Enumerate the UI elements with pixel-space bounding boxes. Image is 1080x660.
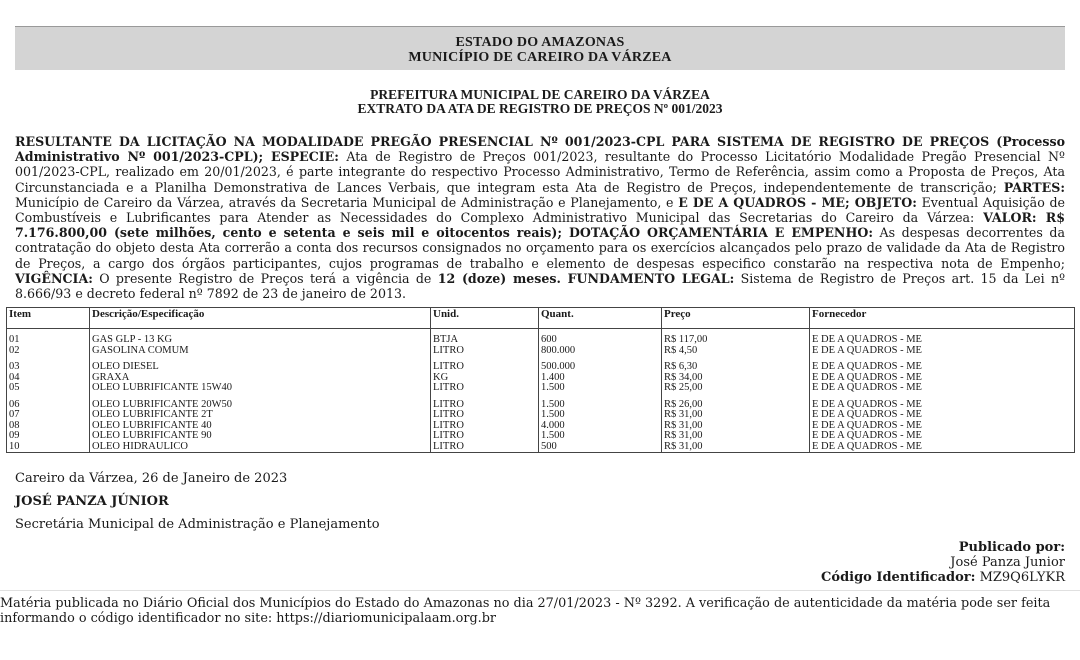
col-header-description: Descrição/Especificação: [90, 308, 431, 329]
footer-divider: [0, 590, 1080, 591]
cell-description: ÓLEO LUBRIFICANTE 15W40: [90, 383, 431, 394]
cell-supplier: E DE A QUADROS - ME: [810, 383, 1075, 394]
municipality-name: MUNICÍPIO DE CAREIRO DA VÁRZEA: [408, 50, 672, 65]
cell-description: ÓLEO LUBRIFICANTE 40: [90, 421, 431, 432]
cell-description: GRAXA: [90, 373, 431, 384]
document-title: [15, 88, 1065, 116]
publisher-name: José Panza Junior: [950, 555, 1065, 570]
cell-price: R$ 31,00: [662, 431, 810, 442]
cell-price: R$ 26,00: [662, 400, 810, 411]
prefecture-name: PREFEITURA MUNICIPAL DE CAREIRO DA VÁRZEA: [370, 87, 710, 102]
cell-supplier: E DE A QUADROS - ME: [810, 442, 1075, 453]
body-label-fundamento: 12 (doze) meses. FUNDAMENTO LEGAL:: [437, 270, 735, 286]
cell-quantity: 600: [539, 335, 662, 346]
cell-unit: LITRO: [431, 421, 539, 432]
body-text-vigencia: O presente Registro de Preços terá a vigência de: [92, 270, 438, 286]
cell-price: R$ 31,00: [662, 442, 810, 453]
cell-item: 10: [7, 442, 90, 453]
extract-body: [15, 134, 1065, 301]
place-date: Careiro da Várzea, 26 de Janeiro de 2023: [15, 471, 288, 486]
cell-quantity: 1.500: [539, 400, 662, 411]
cell-description: ÓLEO LUBRIFICANTE 2T: [90, 410, 431, 421]
cell-description: GASOLINA COMUM: [90, 346, 431, 357]
cell-item: 05: [7, 383, 90, 394]
cell-description: ÓLEO LUBRIFICANTE 20W50: [90, 400, 431, 411]
cell-unit: LITRO: [431, 431, 539, 442]
cell-quantity: 1.500: [539, 383, 662, 394]
cell-supplier: E DE A QUADROS - ME: [810, 410, 1075, 421]
body-text-dotacao: As despesas decorrentes da contratação do objeto desta Ata correrão a conta dos recursos consignados no orçamento para os exercícios alcançados pelo prazo de validade da Ata de Registro de Preços, a cargo dos órgãos participantes, cujos programas de trabalho e elemento de despesas especifico constarão na respectiva nota de Empenho;: [15, 225, 1065, 271]
table-row: [7, 400, 1075, 411]
cell-unit: KG: [431, 373, 539, 384]
cell-item: 01: [7, 335, 90, 346]
col-header-supplier: Fornecedor: [810, 308, 1075, 329]
cell-item: 03: [7, 362, 90, 373]
cell-item: 09: [7, 431, 90, 442]
identifier-line: [821, 570, 1065, 585]
body-heading: RESULTANTE DA LICITAÇÃO NA MODALIDADE PREGÃO PRESENCIAL Nº 001/2023-CPL PARA SISTEMA DE REGISTRO DE PREÇOS (Processo Administrativo Nº 001/2023-CPL); ESPECIE:: [15, 134, 1065, 165]
cell-price: R$ 31,00: [662, 421, 810, 432]
body-text-objeto: Eventual Aquisição de Combustíveis e Lubrificantes para Atender as Necessidades do Complexo Administrativo Municipal das Secretarias do Careiro da Várzea:: [15, 194, 1065, 226]
cell-description: ÓLEO HIDRÁULICO: [90, 442, 431, 453]
cell-quantity: 800.000: [539, 346, 662, 357]
cell-quantity: 1.500: [539, 431, 662, 442]
cell-supplier: E DE A QUADROS - ME: [810, 373, 1075, 384]
items-table: [6, 307, 1075, 453]
table-row: [7, 431, 1075, 442]
body-text-fundamento: Sistema de Registro de Preços art. 15 da Lei nº 8.666/93 e decreto federal nº 7892 de 23 de janeiro de 2013.: [15, 270, 1065, 302]
body-text-partes: Município de Careiro da Várzea, através da Secretaria Municipal de Administração e Planejamento, e: [15, 194, 679, 210]
body-text-especie: Ata de Registro de Preços 001/2023, resultante do Processo Licitatório Modalidade Pregão Presencial Nº 001/2023-CPL, realizado em 20/01/2023, é parte integrante do respectivo Processo Administrativo, Termo de Referência, assim como a Proposta de Preços, Ata Circunstanciada e a Planilha Demonstrativa de Lances Verbais, que integram esta Ata de Registro de Preços, independentemente de transcrição;: [15, 149, 1065, 195]
table-row: [7, 421, 1075, 432]
publication-info: [821, 540, 1065, 585]
cell-price: R$ 6,30: [662, 362, 810, 373]
published-by-label: Publicado por:: [958, 540, 1065, 555]
table-row: [7, 346, 1075, 357]
cell-description: ÓLEO DIESEL: [90, 362, 431, 373]
cell-item: 04: [7, 373, 90, 384]
cell-supplier: E DE A QUADROS - ME: [810, 335, 1075, 346]
cell-description: GÁS GLP - 13 KG: [90, 335, 431, 346]
cell-price: R$ 4,50: [662, 346, 810, 357]
table-row: [7, 410, 1075, 421]
cell-unit: LITRO: [431, 346, 539, 357]
signer-role: Secretária Municipal de Administração e Planejamento: [15, 517, 380, 532]
signer-name: JOSÉ PANZA JÚNIOR: [15, 494, 169, 509]
cell-supplier: E DE A QUADROS - ME: [810, 431, 1075, 442]
table-header-row: [7, 308, 1075, 329]
cell-unit: LITRO: [431, 442, 539, 453]
cell-supplier: E DE A QUADROS - ME: [810, 421, 1075, 432]
cell-unit: LITRO: [431, 410, 539, 421]
cell-item: 07: [7, 410, 90, 421]
footer-line-1: Matéria publicada no Diário Oficial dos Municípios do Estado do Amazonas no dia 27/01/2023 - Nº 3292. A verificação de autenticidade da matéria pode ser feita: [0, 596, 1051, 611]
cell-unit: LITRO: [431, 400, 539, 411]
cell-unit: LITRO: [431, 383, 539, 394]
cell-price: R$ 31,00: [662, 410, 810, 421]
cell-quantity: 500: [539, 442, 662, 453]
body-label-partes: PARTES:: [1003, 179, 1065, 195]
identifier-code: MZ9Q6LYKR: [979, 570, 1065, 585]
state-header: [15, 26, 1065, 70]
identifier-label: Código Identificador:: [821, 570, 976, 585]
table-row: [7, 373, 1075, 384]
cell-quantity: 4.000: [539, 421, 662, 432]
body-label-vigencia: VIGÊNCIA:: [15, 270, 93, 286]
cell-description: ÓLEO LUBRIFICANTE 90: [90, 431, 431, 442]
cell-item: 08: [7, 421, 90, 432]
cell-unit: LITRO: [431, 362, 539, 373]
cell-price: R$ 117,00: [662, 335, 810, 346]
footer-line-2: informando o código identificador no site: https://diariomunicipalaam.org.br: [0, 611, 497, 626]
cell-item: 02: [7, 346, 90, 357]
extract-title: EXTRATO DA ATA DE REGISTRO DE PREÇOS Nº 001/2023: [357, 101, 723, 116]
table-row: [7, 335, 1075, 346]
cell-unit: BTJA: [431, 335, 539, 346]
cell-item: 06: [7, 400, 90, 411]
col-header-quantity: Quant.: [539, 308, 662, 329]
state-name: ESTADO DO AMAZONAS: [455, 35, 625, 50]
footer-note: [0, 596, 1080, 626]
col-header-price: Preço: [662, 308, 810, 329]
col-header-item: Item: [7, 308, 90, 329]
cell-supplier: E DE A QUADROS - ME: [810, 400, 1075, 411]
cell-quantity: 1.500: [539, 410, 662, 421]
body-label-valor: VALOR: R$ 7.176.800,00 (sete milhões, cento e setenta e seis mil e oitocentos reais); DOTAÇÃO ORÇAMENTÁRIA E EMPENHO:: [15, 210, 1065, 241]
cell-supplier: E DE A QUADROS - ME: [810, 362, 1075, 373]
cell-price: R$ 34,00: [662, 373, 810, 384]
cell-quantity: 500.000: [539, 362, 662, 373]
body-label-objeto: E DE A QUADROS - ME; OBJETO:: [678, 194, 917, 210]
col-header-unit: Unid.: [431, 308, 539, 329]
table-row: [7, 383, 1075, 394]
cell-price: R$ 25,00: [662, 383, 810, 394]
table-row: [7, 442, 1075, 453]
table-row: [7, 362, 1075, 373]
cell-quantity: 1.400: [539, 373, 662, 384]
cell-supplier: E DE A QUADROS - ME: [810, 346, 1075, 357]
